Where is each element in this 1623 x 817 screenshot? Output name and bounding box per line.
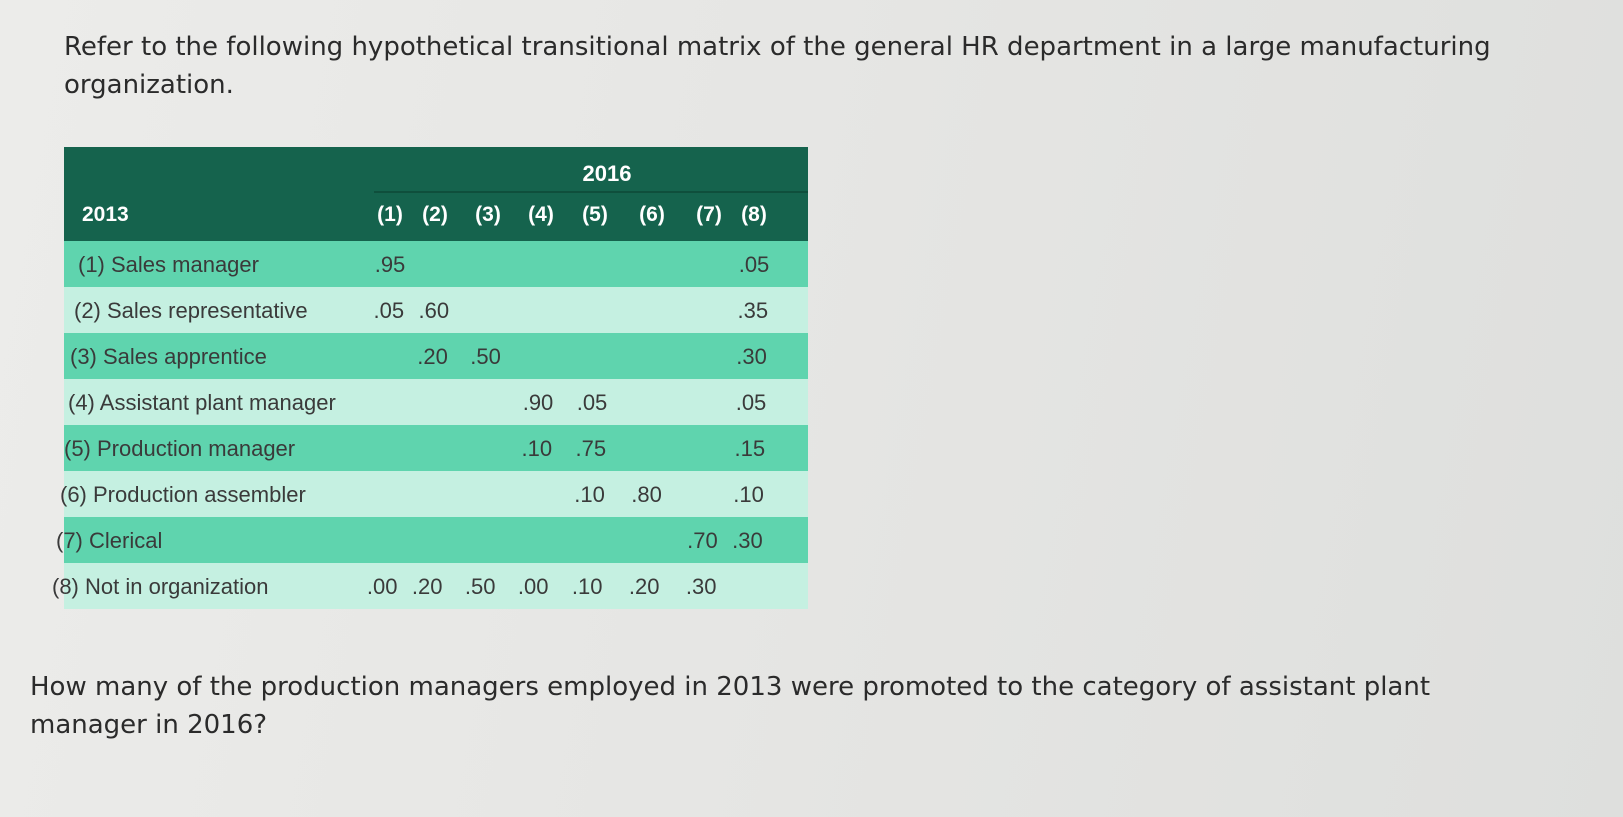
column-header: (7) bbox=[696, 203, 722, 226]
matrix-cell: .50 bbox=[470, 344, 501, 369]
table-row bbox=[60, 471, 808, 517]
column-header: (6) bbox=[639, 203, 665, 226]
table-row bbox=[56, 517, 808, 563]
matrix-cell: .20 bbox=[628, 574, 660, 599]
header-divider bbox=[374, 191, 808, 193]
row-label: (6) Production assembler bbox=[60, 482, 306, 507]
table-row bbox=[64, 425, 808, 471]
column-header: (5) bbox=[582, 203, 608, 226]
row-label: (5) Production manager bbox=[64, 436, 296, 461]
matrix-cell: .10 bbox=[574, 482, 605, 507]
row-label: (8) Not in organization bbox=[52, 574, 269, 599]
matrix-cell: .75 bbox=[575, 436, 607, 461]
matrix-header bbox=[64, 147, 808, 241]
matrix-cell: .00 bbox=[517, 574, 549, 599]
matrix-cell: .00 bbox=[366, 574, 398, 599]
matrix-cell: .05 bbox=[576, 390, 608, 415]
table-row bbox=[64, 379, 808, 425]
matrix-cell: .30 bbox=[685, 574, 717, 599]
matrix-cell: .50 bbox=[464, 574, 496, 599]
matrix-cell: .15 bbox=[734, 436, 766, 461]
matrix-cell: .80 bbox=[631, 482, 662, 507]
row-label: (3) Sales apprentice bbox=[70, 344, 267, 369]
table-row bbox=[52, 563, 808, 609]
transition-matrix bbox=[52, 147, 808, 609]
table-row bbox=[64, 333, 808, 379]
column-header: (2) bbox=[422, 203, 448, 226]
column-header: (1) bbox=[377, 203, 403, 226]
matrix-cell: .30 bbox=[732, 528, 763, 553]
matrix-cell: .10 bbox=[571, 574, 603, 599]
table-row bbox=[64, 287, 808, 333]
matrix-cell: .20 bbox=[417, 344, 448, 369]
matrix-cell: .35 bbox=[737, 298, 769, 323]
matrix-cell: .20 bbox=[411, 574, 443, 599]
matrix-cell: .95 bbox=[374, 252, 406, 277]
matrix-cell: .30 bbox=[736, 344, 767, 369]
intro-text: Refer to the following hypothetical transitional matrix of the general HR department in a large manufacturing organization. bbox=[64, 32, 1491, 100]
matrix-cell: .90 bbox=[522, 390, 554, 415]
matrix-cell: .05 bbox=[735, 390, 767, 415]
row-label: (7) Clerical bbox=[56, 528, 163, 553]
row-label: (4) Assistant plant manager bbox=[68, 390, 336, 415]
matrix-cell: .10 bbox=[521, 436, 553, 461]
row-label: (2) Sales representative bbox=[74, 298, 308, 323]
matrix-cell: .05 bbox=[738, 252, 770, 277]
row-label: (1) Sales manager bbox=[78, 252, 259, 277]
question-text: How many of the production managers employed in 2013 were promoted to the category of assistant plant manager in 2016? bbox=[30, 672, 1431, 740]
column-header: (4) bbox=[528, 203, 554, 226]
matrix-cell: .60 bbox=[418, 298, 450, 323]
matrix-cell: .05 bbox=[373, 298, 405, 323]
column-header: (8) bbox=[741, 203, 767, 226]
to-year-label: 2016 bbox=[582, 161, 632, 186]
column-header: (3) bbox=[475, 203, 501, 226]
matrix-cell: .70 bbox=[687, 528, 718, 553]
from-year-label: 2013 bbox=[82, 203, 129, 226]
matrix-cell: .10 bbox=[733, 482, 764, 507]
table-row bbox=[64, 241, 808, 287]
